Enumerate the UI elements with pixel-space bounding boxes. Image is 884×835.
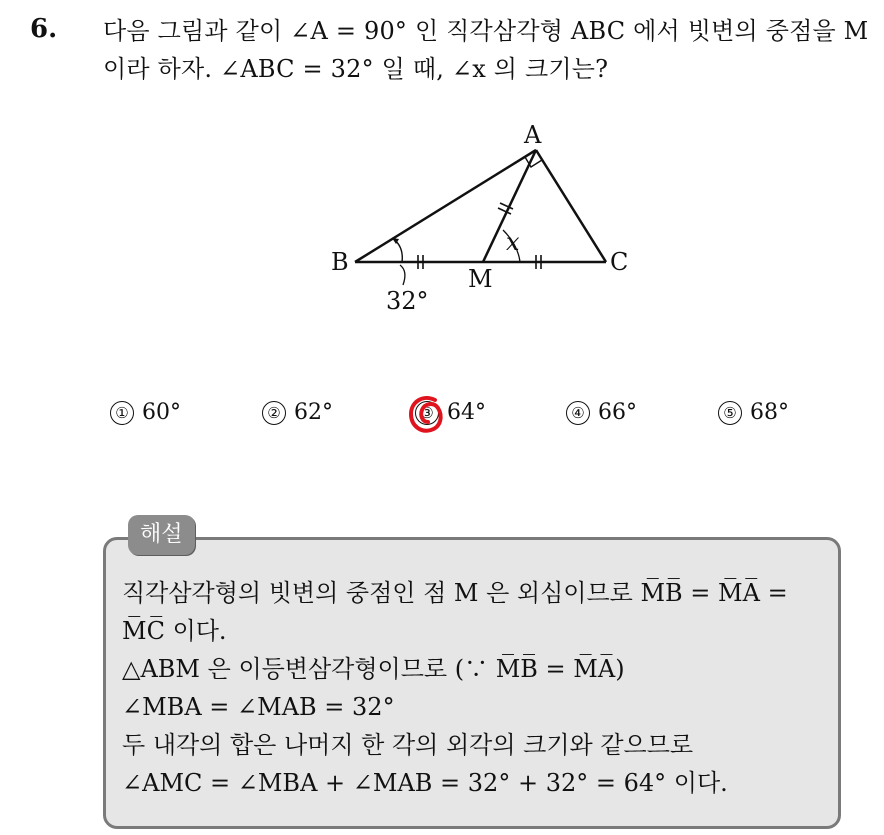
choice-number: ② (262, 401, 286, 425)
choice-3[interactable] (415, 400, 486, 425)
choice-value: 68° (750, 400, 789, 425)
choice-2[interactable] (262, 400, 333, 425)
triangle-figure (320, 115, 650, 320)
label-x: x (506, 228, 520, 256)
choice-5[interactable] (718, 400, 789, 425)
solution-line: △ABM 은 이등변삼각형이므로 (∵ M̅B̅ = M̅A̅) (122, 655, 625, 683)
triangle-diagram (320, 115, 650, 320)
question-text: 다음 그림과 같이 ∠A = 90° 인 직각삼각형 ABC 에서 빗변의 중점을 M 이라 하자. ∠ABC = 32° 일 때, ∠x 의 크기는? (103, 17, 869, 83)
solution-line: ∠AMC = ∠MBA + ∠MAB = 32° + 32° = 64° 이다. (122, 769, 728, 797)
question-number: 6. (30, 14, 58, 44)
choice-number: ⑤ (718, 401, 742, 425)
choice-value: 64° (447, 400, 486, 425)
side-ac (536, 150, 606, 262)
label-b: B (331, 248, 349, 276)
choice-number: ④ (566, 401, 590, 425)
choice-number: ① (110, 401, 134, 425)
solution-line: M̅C̅ 이다. (122, 617, 227, 645)
label-a: A (524, 121, 542, 149)
solution-line: 직각삼각형의 빗변의 중점인 점 M 은 외심이므로 M̅B̅ = M̅A̅ = (122, 579, 788, 607)
choice-value: 66° (598, 400, 637, 425)
solution-line: 두 내각의 합은 나머지 한 각의 외각의 크기와 같으므로 (122, 731, 694, 759)
label-angle-32: 32° (386, 287, 429, 315)
solution-line: ∠MBA = ∠MAB = 32° (122, 693, 395, 721)
choice-value: 60° (142, 400, 181, 425)
angle-pointer (400, 265, 405, 285)
choice-1[interactable] (110, 400, 181, 425)
choice-4[interactable] (566, 400, 637, 425)
label-c: C (610, 248, 629, 276)
label-m: M (468, 265, 493, 293)
answer-choices (110, 400, 830, 440)
solution-text (122, 574, 834, 802)
choice-number: ③ (415, 401, 439, 425)
solution-tab: 해설 (128, 515, 195, 555)
choice-value: 62° (294, 400, 333, 425)
